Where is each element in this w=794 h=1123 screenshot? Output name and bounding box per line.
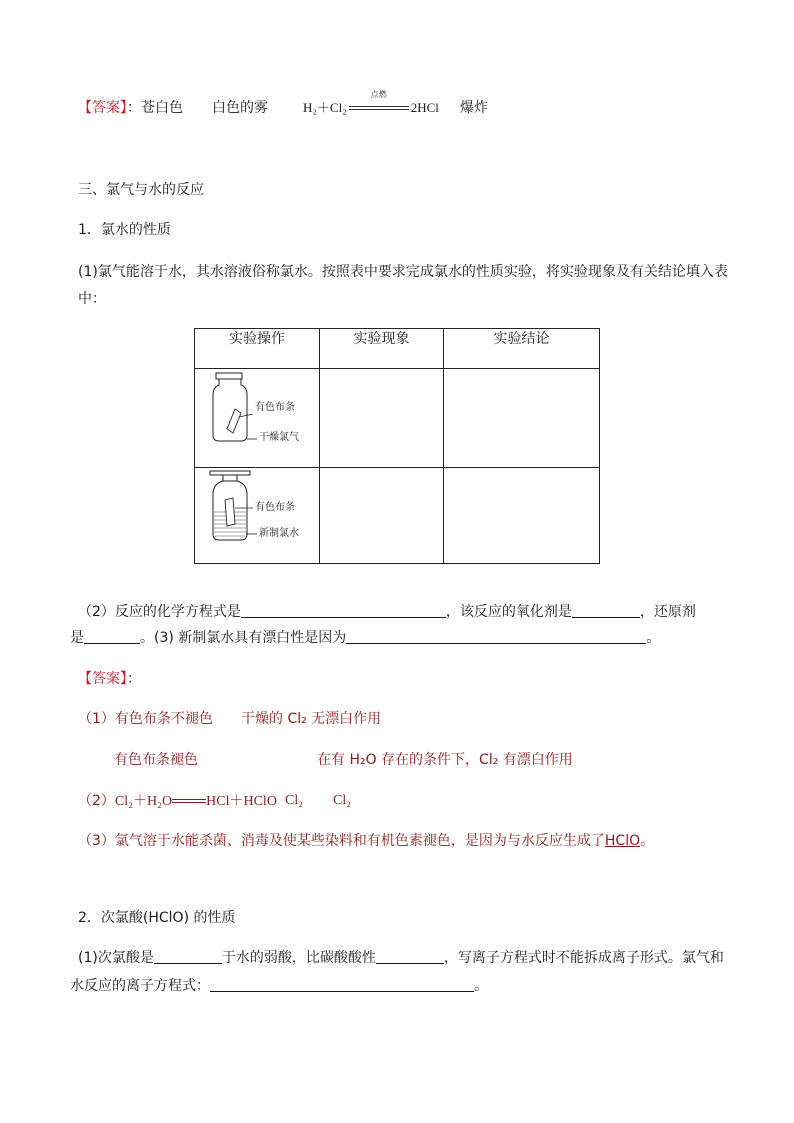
answer-colon-2: ： xyxy=(127,671,141,687)
l3-equals xyxy=(172,794,206,806)
hclo-text-2: 于水的弱酸，比碳酸酸性 xyxy=(221,950,376,966)
answer-2-line-1a: （1）有色布条不褪色 xyxy=(78,711,213,727)
hclo-text-5: 。 xyxy=(474,978,488,994)
answer-2-header xyxy=(78,669,141,689)
hclo-heading: 2．次氯酸(HClO) 的性质 xyxy=(78,910,236,926)
header-phenomenon: 实验现象 xyxy=(320,329,444,369)
q2-text-4: 是 xyxy=(70,630,84,646)
answer-a3: 爆炸 xyxy=(460,100,488,116)
answer-2-reductant: Cl₂ xyxy=(333,793,352,808)
answer-2-line-2a: 有色布条褪色 xyxy=(114,752,198,768)
question-1-line-2: 中： xyxy=(78,291,106,307)
section-heading: 三、氯气与水的反应 xyxy=(78,182,204,198)
blank-oxidant[interactable] xyxy=(572,603,640,618)
blank-acidity[interactable] xyxy=(376,949,444,964)
blank-bleaching-reason[interactable] xyxy=(346,629,646,644)
answer-2-line-4 xyxy=(78,831,654,851)
hclo-text-1: (1)次氯酸是 xyxy=(78,950,154,966)
cell-dry-chlorine-conclusion xyxy=(444,369,600,468)
cell-chlorine-water-conclusion xyxy=(444,468,600,564)
cell-chlorine-water-phenomenon xyxy=(320,468,444,564)
hclo-text-3: ，写离子方程式时不能拆成离子形式。氯气和 xyxy=(443,950,724,966)
subsection-heading: 1．氯水的性质 xyxy=(78,222,171,238)
l4-text: （3）氯气溶于水能杀菌、消毒及使某些染料和有机色素褪色，是因为与水反应生成了 xyxy=(78,833,605,849)
equation-h2-cl2 xyxy=(303,90,439,118)
q2-text-5: 。(3) 新制氯水具有漂白性是因为 xyxy=(140,630,347,646)
q2-text-3: ，还原剂 xyxy=(639,604,696,620)
cell-chlorine-water-operation xyxy=(195,468,320,564)
jar-water-icon xyxy=(195,468,319,563)
l4-end: 。 xyxy=(640,833,655,849)
jar-dry-icon xyxy=(195,369,319,467)
answer-a2: 白色的雾 xyxy=(212,100,268,116)
question-2-line-1 xyxy=(78,602,696,622)
label-cloth-1: 有色布条 xyxy=(255,402,295,413)
cell-dry-chlorine-operation xyxy=(195,369,320,468)
answer-line-1 xyxy=(78,98,183,118)
answer-a1: 苍白色 xyxy=(141,100,183,116)
question-2-line-2 xyxy=(70,628,660,648)
header-conclusion: 实验结论 xyxy=(444,329,600,369)
q2-text-1: （2）反应的化学方程式是 xyxy=(78,604,241,620)
header-operation: 实验操作 xyxy=(195,329,320,369)
blank-solubility[interactable] xyxy=(154,949,222,964)
answer-2-line-2b: 在有 H₂O 存在的条件下，Cl₂ 有漂白作用 xyxy=(317,752,573,768)
label-cloth-2: 有色布条 xyxy=(255,502,295,513)
label-dry-chlorine: 干燥氯气 xyxy=(259,432,299,443)
eq-arrow xyxy=(349,90,409,113)
answer-2-line-3 xyxy=(78,791,277,812)
blank-ionic-equation[interactable] xyxy=(210,977,474,992)
answer-label: 【答案】 xyxy=(78,100,127,116)
hclo-question-line-2 xyxy=(70,976,488,996)
blank-reductant[interactable] xyxy=(84,629,140,644)
hclo-text-4: 水反应的离子方程式： xyxy=(70,978,210,994)
answer-colon: ： xyxy=(127,100,141,116)
q2-text-2: ，该反应的氧化剂是 xyxy=(445,604,572,620)
answer-2-line-1b: 干燥的 Cl₂ 无漂白作用 xyxy=(241,711,382,727)
blank-equation[interactable] xyxy=(241,603,446,618)
answer-2-oxidant: Cl₂ xyxy=(285,793,304,808)
eq-right: 2HCl xyxy=(410,100,439,115)
label-chlorine-water: 新制氯水 xyxy=(259,528,299,539)
l3-right: HCl＋HClO xyxy=(206,794,277,809)
answer-label-2: 【答案】 xyxy=(78,671,127,687)
cell-dry-chlorine-phenomenon xyxy=(320,369,444,468)
question-1-line-1: (1)氯气能溶于水，其水溶液俗称氯水。按照表中要求完成氯水的性质实验，将实验现象及有关结论填入表 xyxy=(78,264,728,280)
hclo-question-line-1 xyxy=(78,948,724,968)
eq-condition: 点燃 xyxy=(370,90,387,99)
eq-left: H₂＋Cl₂ xyxy=(303,100,347,115)
l4-answer: HClO xyxy=(604,833,641,849)
q2-text-6: 。 xyxy=(646,630,661,646)
l3-prefix: （2） xyxy=(78,793,115,809)
experiment-table xyxy=(194,328,600,564)
l3-left: Cl₂＋H₂O xyxy=(114,794,173,809)
